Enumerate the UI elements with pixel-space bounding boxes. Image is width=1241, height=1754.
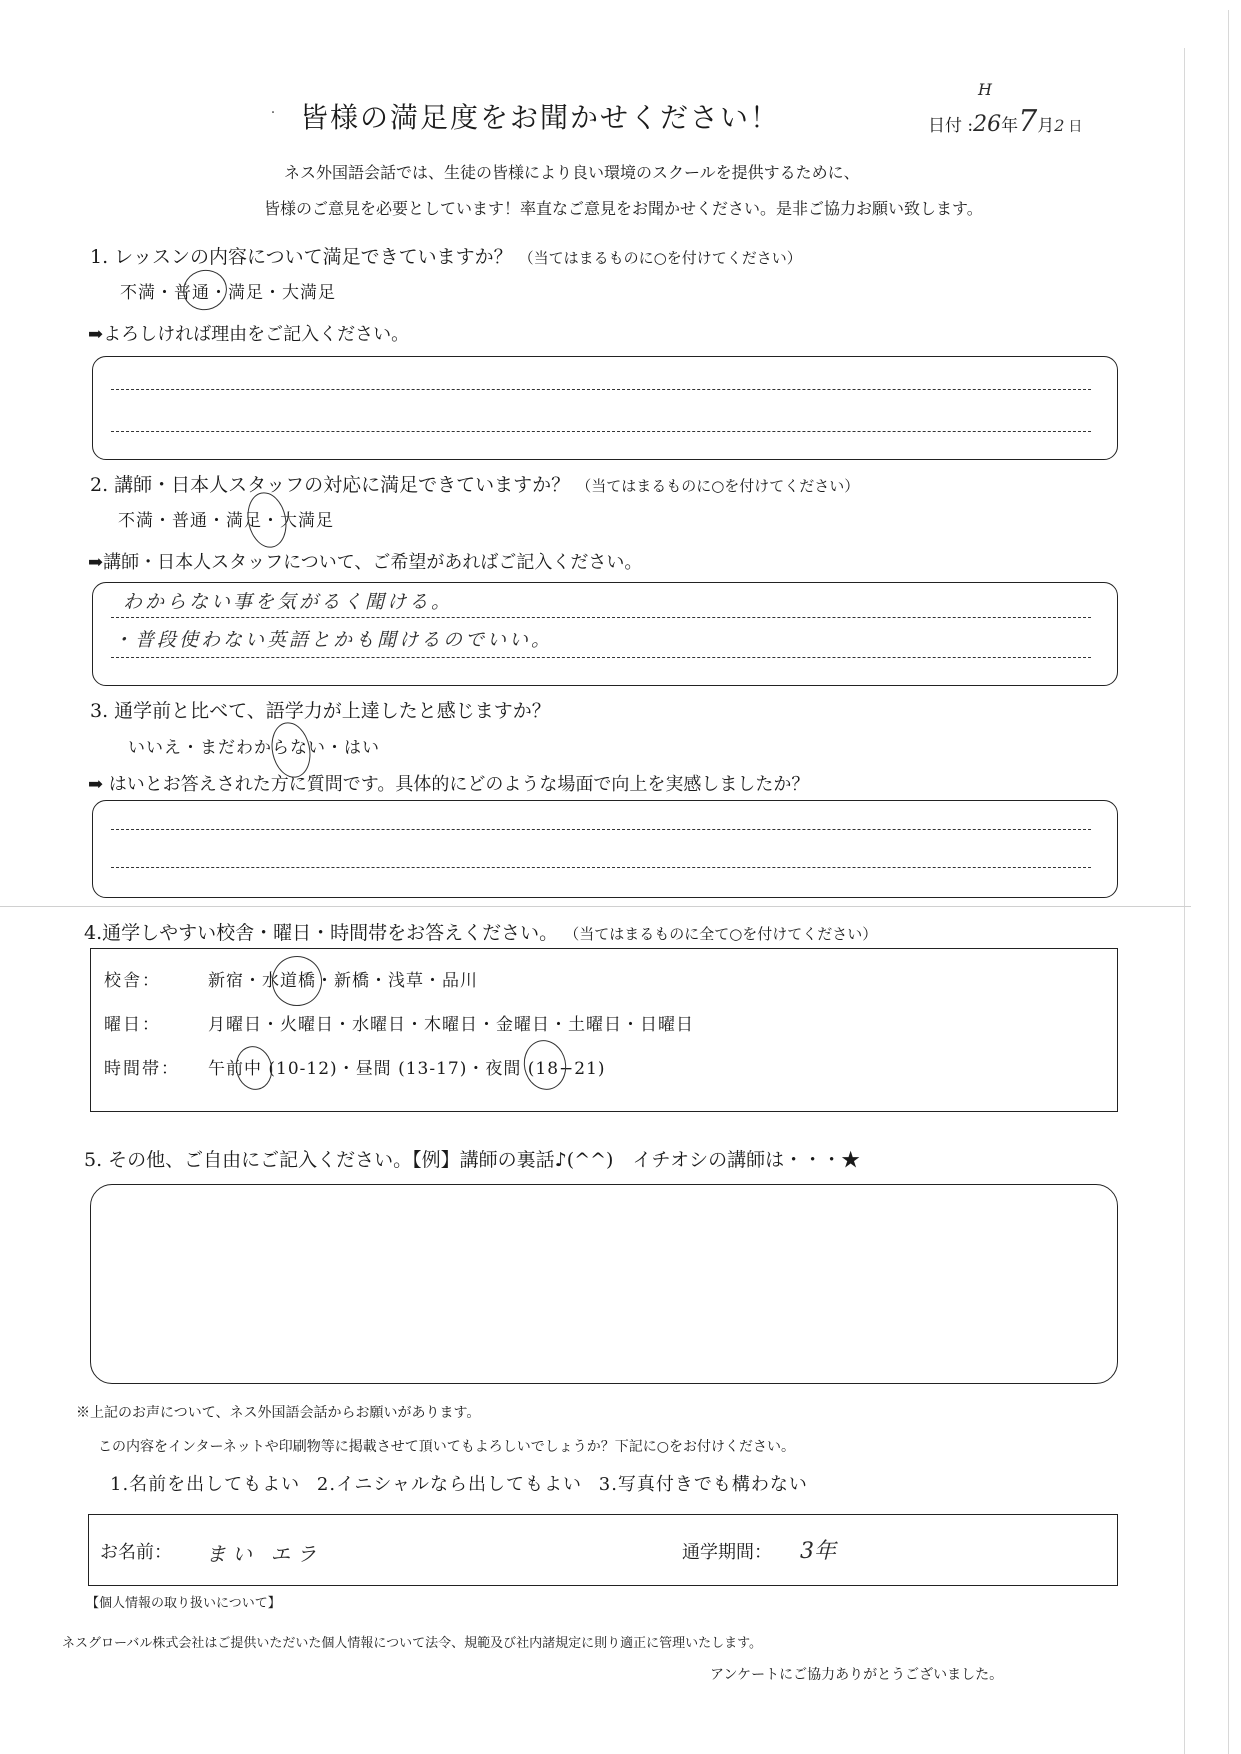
q2-answer-line-2: ・普段使わない英語とかも聞けるのでいい。 [113, 629, 554, 651]
q4-campus-options: 新宿・水道橋・新橋・浅草・品川 [208, 971, 478, 991]
campus-option[interactable]: 新宿 [208, 971, 244, 991]
q1-option-0[interactable]: 不満 [120, 283, 156, 303]
answer-line [111, 389, 1091, 390]
q4-weekday-label: 曜日： [104, 1015, 161, 1035]
q3-option-2[interactable]: はい [344, 738, 380, 758]
q1-option-1[interactable]: 普通 [174, 283, 210, 303]
campus-option[interactable]: 水道橋 [262, 971, 316, 991]
q1-option-2[interactable]: 満足 [228, 283, 264, 303]
answer-line [111, 829, 1091, 830]
period-label: 通学期間： [682, 1542, 772, 1563]
q2-answer-line-1: わからない事を気がるく聞ける。 [123, 591, 454, 613]
q2-option-0[interactable]: 不満 [118, 511, 154, 531]
q5-question: 5. その他、ご自由にご記入ください。【例】講師の裏話♪(^^) イチオシの講師は・・・★ [84, 1149, 861, 1171]
q1-selection-circle [179, 266, 230, 314]
q1-question: 1. レッスンの内容について満足できていますか？ （当てはまるものに○を付けてください） [90, 246, 802, 268]
campus-option[interactable]: 品川 [442, 971, 478, 991]
q3-option-0[interactable]: いいえ [128, 738, 182, 758]
weekday-option[interactable]: 水曜日 [352, 1015, 406, 1035]
consent-notice: ※上記のお声について、ネス外国語会話からお願いがあります。 [76, 1405, 481, 1421]
date-era: H [978, 80, 992, 99]
q5-answer-box[interactable] [90, 1184, 1118, 1384]
date-year-unit: 年 [1001, 116, 1019, 136]
q4-note: （当てはまるものに全て○を付けてください） [564, 925, 878, 943]
privacy-text: ネスグローバル株式会社はご提供いただいた個人情報について法令、規範及び社内諸規定に則り適正に管理いたします。 [62, 1636, 763, 1651]
date-label: 日付 [928, 116, 962, 136]
q1-options: 不満・普通・満足・大満足 [120, 283, 336, 303]
weekday-option[interactable]: 火曜日 [280, 1015, 334, 1035]
date-year[interactable]: 26 [973, 112, 1002, 137]
q2-question: 2. 講師・日本人スタッフの対応に満足できていますか？ （当てはまるものに○を付けてください） [90, 474, 860, 496]
intro-line-1: ネス外国語会話では、生徒の皆様により良い環境のスクールを提供するために、 [284, 163, 860, 182]
weekday-option[interactable]: 月曜日 [208, 1015, 262, 1035]
scan-edge-line [1228, 10, 1229, 1754]
privacy-heading: 【個人情報の取り扱いについて】 [86, 1596, 281, 1611]
scan-dot: ・ [268, 108, 278, 119]
consent-option-name[interactable]: 1.名前を出してもよい [110, 1474, 301, 1495]
date-day-unit: 日 [1068, 119, 1083, 135]
answer-line [111, 657, 1091, 658]
q1-answer-box[interactable] [92, 356, 1118, 460]
scan-edge-line [1184, 48, 1185, 1754]
date-month[interactable]: 7 [1018, 104, 1038, 139]
intro-line-2: 皆様のご意見を必要としています！率直なご意見をお聞かせください。是非ご協力お願い致します。 [264, 199, 983, 218]
campus-option[interactable]: 新橋 [334, 971, 370, 991]
page-title: 皆様の満足度をお聞かせください！ [300, 101, 781, 134]
period-field[interactable]: 3年 [800, 1539, 836, 1564]
q2-selection-circle [243, 489, 292, 552]
q4-timeslot-options: 午前中 (10-12)・昼間 (13-17)・夜間 (18−21) [208, 1059, 606, 1079]
q2-answer-box[interactable] [92, 582, 1118, 686]
campus-option[interactable]: 浅草 [388, 971, 424, 991]
q2-option-2[interactable]: 満足 [226, 511, 262, 531]
q4-weekday-options: 月曜日・火曜日・水曜日・木曜日・金曜日・土曜日・日曜日 [208, 1015, 694, 1035]
consent-options [110, 1470, 808, 1496]
timeslot-option[interactable]: 昼間 (13-17) [355, 1059, 468, 1079]
q3-question: 3. 通学前と比べて、語学力が上達したと感じますか？ [90, 700, 551, 722]
answer-line [111, 617, 1091, 618]
weekday-option[interactable]: 金曜日 [496, 1015, 550, 1035]
q2-note: （当てはまるものに○を付けてください） [576, 477, 860, 495]
weekday-option[interactable]: 木曜日 [424, 1015, 478, 1035]
q2-followup: ➡講師・日本人スタッフについて、ご希望があればご記入ください。 [88, 552, 643, 573]
consent-option-initial[interactable]: 2.イニシャルなら出してもよい [316, 1474, 583, 1495]
q2-option-1[interactable]: 普通 [172, 511, 208, 531]
q1-option-3[interactable]: 大満足 [282, 283, 336, 303]
name-label: お名前： [100, 1542, 172, 1563]
date-field: 日付 :26年7月2 日 [928, 104, 1083, 139]
date-month-unit: 月 [1037, 116, 1055, 136]
q3-options: いいえ・まだわからない・はい [128, 738, 380, 758]
q4-timeslot-label: 時間帯： [104, 1059, 180, 1079]
q3-followup: ➡ はいとお答えされた方に質問です。具体的にどのような場面で向上を実感しましたか？ [88, 774, 810, 795]
q4-question: 4.通学しやすい校舎・曜日・時間帯をお答えください。 （当てはまるものに全て○を付けてください） [84, 922, 878, 944]
q1-followup: ➡よろしければ理由をご記入ください。 [88, 324, 410, 345]
fold-line [0, 906, 1191, 907]
q3-option-1[interactable]: まだわからない [200, 738, 326, 758]
consent-option-photo[interactable]: 3.写真付きでも構わない [598, 1474, 808, 1495]
q4-campus-label: 校舎： [104, 971, 161, 991]
timeslot-option[interactable]: 午前中 (10-12) [208, 1059, 338, 1079]
weekday-option[interactable]: 日曜日 [640, 1015, 694, 1035]
consent-request: この内容をインターネットや印刷物等に掲載させて頂いてもよろしいでしょうか？下記に○をお付けください。 [98, 1439, 795, 1455]
name-field[interactable]: まい エラ [206, 1542, 323, 1566]
date-day[interactable]: 2 [1054, 116, 1065, 135]
answer-line [111, 431, 1091, 432]
thanks-text: アンケートにご協力ありがとうございました。 [710, 1667, 1004, 1683]
q2-options: 不満・普通・満足・大満足 [118, 511, 334, 531]
q3-answer-box[interactable] [92, 800, 1118, 898]
weekday-option[interactable]: 土曜日 [568, 1015, 622, 1035]
answer-line [111, 867, 1091, 868]
q2-option-3[interactable]: 大満足 [280, 511, 334, 531]
q1-note: （当てはまるものに○を付けてください） [518, 249, 802, 267]
timeslot-option[interactable]: 夜間 (18−21) [485, 1059, 606, 1079]
